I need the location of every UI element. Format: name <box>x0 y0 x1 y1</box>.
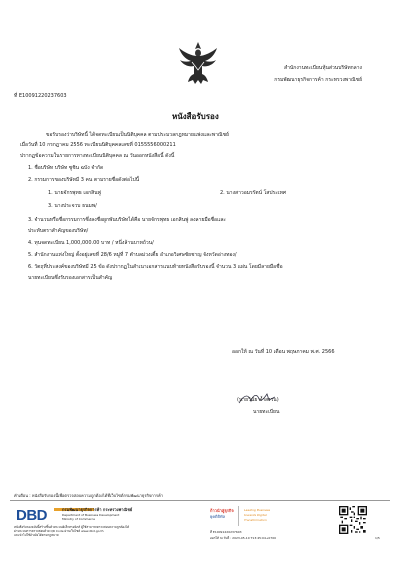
director-1: 1. นายจักรพุทธ เอกสินพู่ <box>48 190 101 196</box>
item-4-capital: 4. ทุนจดทะเบียน 1,000,000.00 บาท / หนึ่งล้านบาทถ้วน/ <box>28 240 154 246</box>
director-2: 2. นางสาวอมรรัตน์ โสประเทศ <box>220 190 287 196</box>
dbd-logo-text: DBD <box>16 507 47 524</box>
slogan-divider <box>238 506 239 526</box>
signatory-name: (นายวินัย ค้ำสงวน) <box>237 397 279 403</box>
dept-name-thai: กรมพัฒนาธุรกิจการค้า กระทรวงพาณิชย์ <box>62 507 133 512</box>
slogan-en-2: towards Digital <box>244 513 267 517</box>
dept-name-en: Department of Business Development <box>62 513 120 517</box>
slogan-thai: ก้าวนำสู่ธุรกิจ <box>210 508 234 513</box>
item-5-office-address: 5. สำนักงานแห่งใหญ่ ตั้งอยู่เลขที่ 28/6 หมู่ที่ 7 ตำบลม่วงเตี้ย อำเภอวิเศษชัยชาญ จังหวัดอ่างทอง/ <box>28 252 237 258</box>
ministry-name-en: Ministry of Commerce <box>62 517 95 521</box>
footer-divider <box>10 500 390 501</box>
item-3-signatory: 3. จำนวนหรือชื่อกรรมการซึ่งลงชื่อผูกพันบริษัทได้คือ นายจักรพุทธ เอกสินพู่ ลงลายมือชื่อและ <box>28 217 226 223</box>
signatory-title: นายทะเบียน <box>253 409 280 415</box>
footer-issued-datetime: ออกให้ ณ วันที่ : 2023-05-10 T13:45:04+0700 <box>210 536 277 540</box>
page-title: หนังสือรับรอง <box>172 112 219 121</box>
item-6-objectives: 6. วัตถุที่ประสงค์ของบริษัทมี 25 ข้อ ดังปรากฏในสำเนาเอกสารแนบท้ายหนังสือรับรองนี้ จำนวน 3 แผ่น โดยมีลายมือชื่อ <box>28 264 283 270</box>
intro-line-1: ขอรับรองว่าบริษัทนี้ ได้จดทะเบียนเป็นนิติบุคคล ตามประมวลกฎหมายแพ่งและพาณิชย์ <box>46 132 229 138</box>
page-number: 1/5 <box>375 536 380 540</box>
footer-ref-number: ที่ E10091220237603 <box>210 530 242 534</box>
document-number: ที่ E10091220237603 <box>14 93 67 99</box>
footer-note-3: และนำไปใช้อ้างอิงได้ตามกฎหมาย <box>14 533 59 537</box>
dbd-logo <box>16 507 47 524</box>
footer-warning: คำเตือน : หนังสือรับรองนี้เพื่อตรวจสอบความถูกต้องได้ที่เว็บไซต์กรมพัฒนาธุรกิจการค้า <box>14 493 163 498</box>
item-1-company-name: 1. ชื่อบริษัท บริษัท ซูชิน ฉบัง จำกัด <box>28 165 104 171</box>
issue-date: ออกให้ ณ วันที่ 10 เดือน พฤษภาคม พ.ศ. 2566 <box>232 349 335 355</box>
item-6-certification: นายทะเบียนซึ่งรับรองเอกสารเป็นสำคัญ <box>28 275 113 281</box>
garuda-emblem-icon <box>176 40 220 86</box>
qr-code-icon[interactable] <box>339 506 367 534</box>
slogan-en-3: Transformation <box>244 518 267 522</box>
item-2-directors: 2. กรรมการของบริษัทมี 3 คน ตามรายชื่อดังต่อไปนี้ <box>28 177 140 183</box>
department-name: กรมพัฒนาธุรกิจการค้า กระทรวงพาณิชย์ <box>274 77 362 83</box>
director-3: 3. นางประจวบ ธนมพ/ <box>48 203 97 209</box>
footer-note-2: ผ่านระบบการตรวจสอบด้วย QR Code ผ่านเว็บไซต์ www.dbd.go.th <box>14 529 104 533</box>
item-3-seal: ประทับตราสำคัญของบริษัท/ <box>28 228 89 234</box>
footer-note-1: หนังสือรับรองฉบับนี้สร้างขึ้นด้วยระบบอิเล็กทรอนิกส์ ผู้ใช้สามารถตรวจสอบความถูกต้องได้ <box>14 525 130 529</box>
intro-line-3: ปรากฏข้อความในรายการทางทะเบียนนิติบุคคล ณ วันออกหนังสือนี้ ดังนี้ <box>20 153 175 159</box>
office-name: สำนักงานทะเบียนหุ้นส่วนบริษัทกลาง <box>284 65 362 71</box>
slogan-thai-2: ยุคดิจิทัล <box>210 514 226 519</box>
slogan-en-1: Leading Business <box>244 508 271 512</box>
intro-line-2: เมื่อวันที่ 10 กรกฎาคม 2556 ทะเบียนนิติบุคคลเลขที่ 0155556000211 <box>20 142 176 148</box>
